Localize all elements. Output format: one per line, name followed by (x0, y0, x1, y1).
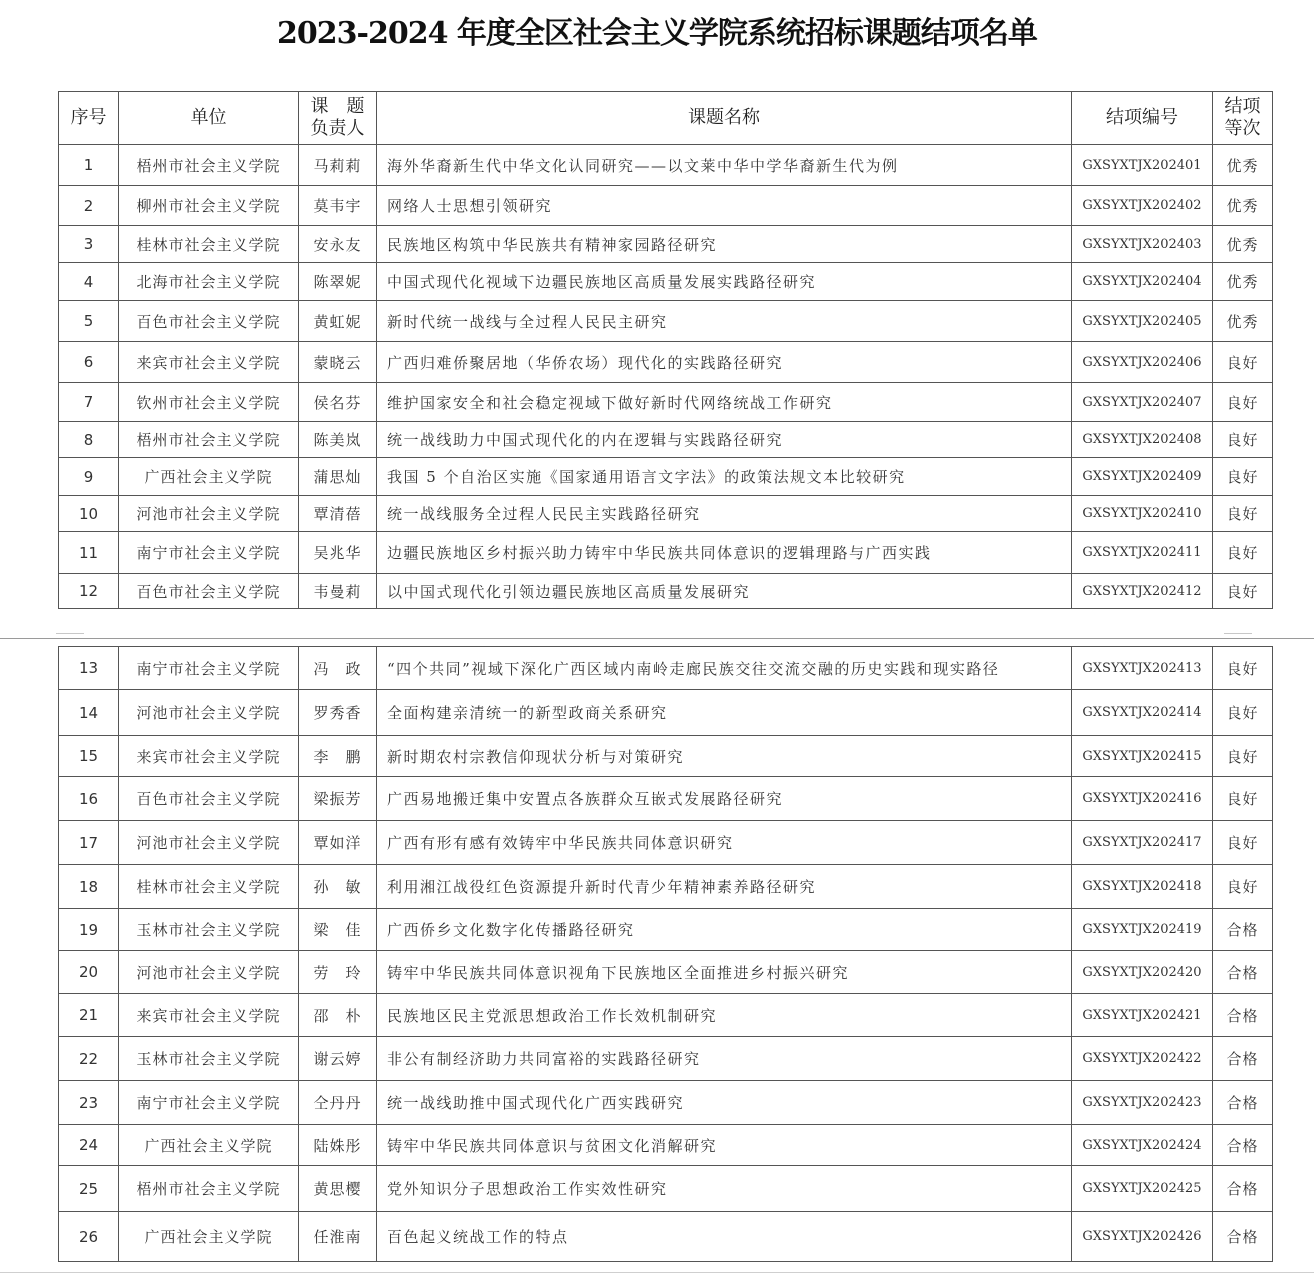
cell-person: 任淮南 (299, 1212, 377, 1262)
header-person-line1: 课 题 (310, 96, 365, 117)
cell-no: 26 (59, 1212, 119, 1262)
cell-topic-name: 统一战线助力中国式现代化的内在逻辑与实践路径研究 (377, 422, 1072, 458)
cell-grade: 良好 (1213, 383, 1273, 422)
cell-unit: 桂林市社会主义学院 (119, 865, 299, 909)
cell-person: 侯名芬 (299, 383, 377, 422)
cell-person: 孙 敏 (299, 865, 377, 909)
cell-topic-name: 铸牢中华民族共同体意识与贫困文化消解研究 (377, 1125, 1072, 1166)
cell-unit: 来宾市社会主义学院 (119, 994, 299, 1037)
cell-grade: 合格 (1213, 1125, 1273, 1166)
cell-grade: 良好 (1213, 647, 1273, 690)
cell-unit: 广西社会主义学院 (119, 1125, 299, 1166)
cell-topic-name: 统一战线服务全过程人民民主实践路径研究 (377, 496, 1072, 532)
cell-code: GXSYXTJX202401 (1072, 145, 1213, 186)
table-row (59, 1125, 1273, 1166)
header-no: 序号 (59, 92, 119, 145)
header-unit: 单位 (119, 92, 299, 145)
table-row (59, 186, 1273, 226)
header-grade (1213, 92, 1273, 145)
table-row (59, 532, 1273, 574)
cell-no: 20 (59, 951, 119, 994)
cell-topic-name: 非公有制经济助力共同富裕的实践路径研究 (377, 1037, 1072, 1081)
cell-unit: 北海市社会主义学院 (119, 263, 299, 301)
cell-no: 4 (59, 263, 119, 301)
cell-grade: 良好 (1213, 458, 1273, 496)
cell-unit: 来宾市社会主义学院 (119, 736, 299, 777)
cell-grade: 合格 (1213, 1037, 1273, 1081)
cell-code: GXSYXTJX202402 (1072, 186, 1213, 226)
cell-unit: 玉林市社会主义学院 (119, 909, 299, 951)
cell-topic-name: “四个共同”视域下深化广西区域内南岭走廊民族交往交流交融的历史实践和现实路径 (377, 647, 1072, 690)
table-row (59, 1081, 1273, 1125)
cell-unit: 百色市社会主义学院 (119, 301, 299, 342)
cell-topic-name: 新时代统一战线与全过程人民民主研究 (377, 301, 1072, 342)
cell-grade: 良好 (1213, 865, 1273, 909)
table-row (59, 458, 1273, 496)
cell-code: GXSYXTJX202416 (1072, 777, 1213, 821)
cell-grade: 合格 (1213, 909, 1273, 951)
table-row (59, 263, 1273, 301)
table-row (59, 909, 1273, 951)
cell-no: 24 (59, 1125, 119, 1166)
table-row (59, 383, 1273, 422)
cell-unit: 百色市社会主义学院 (119, 777, 299, 821)
table-row (59, 865, 1273, 909)
cell-unit: 梧州市社会主义学院 (119, 145, 299, 186)
cell-code: GXSYXTJX202405 (1072, 301, 1213, 342)
cell-grade: 良好 (1213, 532, 1273, 574)
cell-grade: 优秀 (1213, 226, 1273, 263)
cell-unit: 柳州市社会主义学院 (119, 186, 299, 226)
cell-grade: 合格 (1213, 1212, 1273, 1262)
table-body-part-1 (59, 145, 1273, 609)
cell-code: GXSYXTJX202406 (1072, 342, 1213, 383)
cell-grade: 良好 (1213, 821, 1273, 865)
cell-person: 梁振芳 (299, 777, 377, 821)
table-row (59, 574, 1273, 609)
table-row (59, 736, 1273, 777)
cell-person: 李 鹏 (299, 736, 377, 777)
cell-topic-name: 民族地区民主党派思想政治工作长效机制研究 (377, 994, 1072, 1037)
cell-code: GXSYXTJX202421 (1072, 994, 1213, 1037)
cell-unit: 河池市社会主义学院 (119, 951, 299, 994)
table-row (59, 994, 1273, 1037)
cell-person: 陈翠妮 (299, 263, 377, 301)
cell-unit: 梧州市社会主义学院 (119, 1166, 299, 1212)
cell-unit: 桂林市社会主义学院 (119, 226, 299, 263)
cell-person: 陈美岚 (299, 422, 377, 458)
cell-unit: 南宁市社会主义学院 (119, 532, 299, 574)
cell-topic-name: 海外华裔新生代中华文化认同研究——以文莱中华中学华裔新生代为例 (377, 145, 1072, 186)
cell-no: 12 (59, 574, 119, 609)
cell-topic-name: 利用湘江战役红色资源提升新时代青少年精神素养路径研究 (377, 865, 1072, 909)
cell-unit: 河池市社会主义学院 (119, 496, 299, 532)
cell-person: 吴兆华 (299, 532, 377, 574)
cell-code: GXSYXTJX202417 (1072, 821, 1213, 865)
table-row (59, 1166, 1273, 1212)
cell-grade: 合格 (1213, 1081, 1273, 1125)
cell-no: 1 (59, 145, 119, 186)
cell-person: 仝丹丹 (299, 1081, 377, 1125)
cell-unit: 广西社会主义学院 (119, 1212, 299, 1262)
cell-code: GXSYXTJX202423 (1072, 1081, 1213, 1125)
page-break-line (0, 638, 1314, 639)
cell-person: 安永友 (299, 226, 377, 263)
cell-topic-name: 铸牢中华民族共同体意识视角下民族地区全面推进乡村振兴研究 (377, 951, 1072, 994)
cell-person: 莫韦宇 (299, 186, 377, 226)
header-person (299, 92, 377, 145)
cell-topic-name: 新时期农村宗教信仰现状分析与对策研究 (377, 736, 1072, 777)
cell-no: 21 (59, 994, 119, 1037)
table-row (59, 1212, 1273, 1262)
cell-unit: 河池市社会主义学院 (119, 690, 299, 736)
cell-no: 25 (59, 1166, 119, 1212)
cell-person: 黄思樱 (299, 1166, 377, 1212)
cell-code: GXSYXTJX202411 (1072, 532, 1213, 574)
cell-unit: 南宁市社会主义学院 (119, 1081, 299, 1125)
cell-code: GXSYXTJX202418 (1072, 865, 1213, 909)
cell-no: 7 (59, 383, 119, 422)
document-title: 2023-2024 年度全区社会主义学院系统招标课题结项名单 (277, 16, 1037, 51)
cell-no: 6 (59, 342, 119, 383)
page-bottom-line (0, 1272, 1314, 1273)
cell-no: 22 (59, 1037, 119, 1081)
cell-code: GXSYXTJX202412 (1072, 574, 1213, 609)
page-corner-mark-right (1224, 633, 1252, 634)
results-table-part-2 (58, 646, 1273, 1262)
results-table-part-1 (58, 91, 1273, 609)
cell-grade: 良好 (1213, 496, 1273, 532)
cell-person: 劳 玲 (299, 951, 377, 994)
cell-person: 黄虹妮 (299, 301, 377, 342)
cell-topic-name: 边疆民族地区乡村振兴助力铸牢中华民族共同体意识的逻辑理路与广西实践 (377, 532, 1072, 574)
cell-code: GXSYXTJX202415 (1072, 736, 1213, 777)
cell-no: 14 (59, 690, 119, 736)
cell-topic-name: 广西侨乡文化数字化传播路径研究 (377, 909, 1072, 951)
cell-code: GXSYXTJX202426 (1072, 1212, 1213, 1262)
cell-person: 韦曼莉 (299, 574, 377, 609)
cell-topic-name: 广西归难侨聚居地（华侨农场）现代化的实践路径研究 (377, 342, 1072, 383)
page-corner-mark-left (56, 633, 84, 634)
cell-person: 谢云婷 (299, 1037, 377, 1081)
cell-person: 陆姝彤 (299, 1125, 377, 1166)
header-name: 课题名称 (377, 92, 1072, 145)
table-row (59, 496, 1273, 532)
cell-grade: 良好 (1213, 342, 1273, 383)
cell-grade: 良好 (1213, 690, 1273, 736)
cell-code: GXSYXTJX202408 (1072, 422, 1213, 458)
cell-grade: 优秀 (1213, 263, 1273, 301)
cell-grade: 良好 (1213, 736, 1273, 777)
cell-no: 13 (59, 647, 119, 690)
cell-code: GXSYXTJX202413 (1072, 647, 1213, 690)
cell-topic-name: 百色起义统战工作的特点 (377, 1212, 1072, 1262)
cell-code: GXSYXTJX202419 (1072, 909, 1213, 951)
cell-person: 马莉莉 (299, 145, 377, 186)
cell-no: 11 (59, 532, 119, 574)
cell-grade: 合格 (1213, 1166, 1273, 1212)
table-row (59, 690, 1273, 736)
cell-grade: 良好 (1213, 777, 1273, 821)
cell-unit: 南宁市社会主义学院 (119, 647, 299, 690)
cell-topic-name: 我国 5 个自治区实施《国家通用语言文字法》的政策法规文本比较研究 (377, 458, 1072, 496)
table-row (59, 226, 1273, 263)
cell-topic-name: 网络人士思想引领研究 (377, 186, 1072, 226)
header-grade-line2: 等次 (1224, 118, 1261, 139)
cell-topic-name: 民族地区构筑中华民族共有精神家园路径研究 (377, 226, 1072, 263)
table-row (59, 951, 1273, 994)
cell-unit: 钦州市社会主义学院 (119, 383, 299, 422)
cell-no: 16 (59, 777, 119, 821)
cell-code: GXSYXTJX202422 (1072, 1037, 1213, 1081)
table-body-part-2 (59, 647, 1273, 1262)
table-row (59, 145, 1273, 186)
table-row (59, 1037, 1273, 1081)
cell-unit: 玉林市社会主义学院 (119, 1037, 299, 1081)
cell-person: 梁 佳 (299, 909, 377, 951)
cell-person: 覃如洋 (299, 821, 377, 865)
cell-topic-name: 中国式现代化视域下边疆民族地区高质量发展实践路径研究 (377, 263, 1072, 301)
cell-grade: 合格 (1213, 951, 1273, 994)
cell-code: GXSYXTJX202403 (1072, 226, 1213, 263)
cell-no: 18 (59, 865, 119, 909)
cell-code: GXSYXTJX202425 (1072, 1166, 1213, 1212)
cell-no: 3 (59, 226, 119, 263)
header-code: 结项编号 (1072, 92, 1213, 145)
cell-person: 蒙晓云 (299, 342, 377, 383)
cell-grade: 合格 (1213, 994, 1273, 1037)
header-person-line2: 负责人 (310, 118, 365, 139)
cell-unit: 来宾市社会主义学院 (119, 342, 299, 383)
cell-no: 2 (59, 186, 119, 226)
cell-person: 罗秀香 (299, 690, 377, 736)
cell-person: 蒲思灿 (299, 458, 377, 496)
cell-unit: 河池市社会主义学院 (119, 821, 299, 865)
cell-topic-name: 以中国式现代化引领边疆民族地区高质量发展研究 (377, 574, 1072, 609)
cell-code: GXSYXTJX202424 (1072, 1125, 1213, 1166)
cell-code: GXSYXTJX202409 (1072, 458, 1213, 496)
cell-code: GXSYXTJX202420 (1072, 951, 1213, 994)
cell-unit: 百色市社会主义学院 (119, 574, 299, 609)
cell-no: 17 (59, 821, 119, 865)
cell-code: GXSYXTJX202404 (1072, 263, 1213, 301)
cell-grade: 良好 (1213, 422, 1273, 458)
cell-person: 覃清蓓 (299, 496, 377, 532)
cell-grade: 良好 (1213, 574, 1273, 609)
table-header-row (59, 92, 1273, 145)
cell-code: GXSYXTJX202410 (1072, 496, 1213, 532)
cell-code: GXSYXTJX202414 (1072, 690, 1213, 736)
cell-no: 8 (59, 422, 119, 458)
cell-code: GXSYXTJX202407 (1072, 383, 1213, 422)
cell-unit: 广西社会主义学院 (119, 458, 299, 496)
cell-no: 10 (59, 496, 119, 532)
cell-topic-name: 统一战线助推中国式现代化广西实践研究 (377, 1081, 1072, 1125)
table-row (59, 777, 1273, 821)
table-row (59, 422, 1273, 458)
cell-grade: 优秀 (1213, 186, 1273, 226)
cell-no: 15 (59, 736, 119, 777)
cell-topic-name: 维护国家安全和社会稳定视域下做好新时代网络统战工作研究 (377, 383, 1072, 422)
cell-unit: 梧州市社会主义学院 (119, 422, 299, 458)
table-row (59, 647, 1273, 690)
header-grade-line1: 结项 (1224, 96, 1261, 117)
cell-topic-name: 党外知识分子思想政治工作实效性研究 (377, 1166, 1072, 1212)
cell-person: 邵 朴 (299, 994, 377, 1037)
table-row (59, 342, 1273, 383)
cell-topic-name: 广西易地搬迁集中安置点各族群众互嵌式发展路径研究 (377, 777, 1072, 821)
table-row (59, 301, 1273, 342)
cell-grade: 优秀 (1213, 301, 1273, 342)
cell-no: 19 (59, 909, 119, 951)
table-row (59, 821, 1273, 865)
cell-topic-name: 全面构建亲清统一的新型政商关系研究 (377, 690, 1072, 736)
cell-topic-name: 广西有形有感有效铸牢中华民族共同体意识研究 (377, 821, 1072, 865)
cell-person: 冯 政 (299, 647, 377, 690)
cell-no: 9 (59, 458, 119, 496)
cell-no: 23 (59, 1081, 119, 1125)
cell-grade: 优秀 (1213, 145, 1273, 186)
cell-no: 5 (59, 301, 119, 342)
